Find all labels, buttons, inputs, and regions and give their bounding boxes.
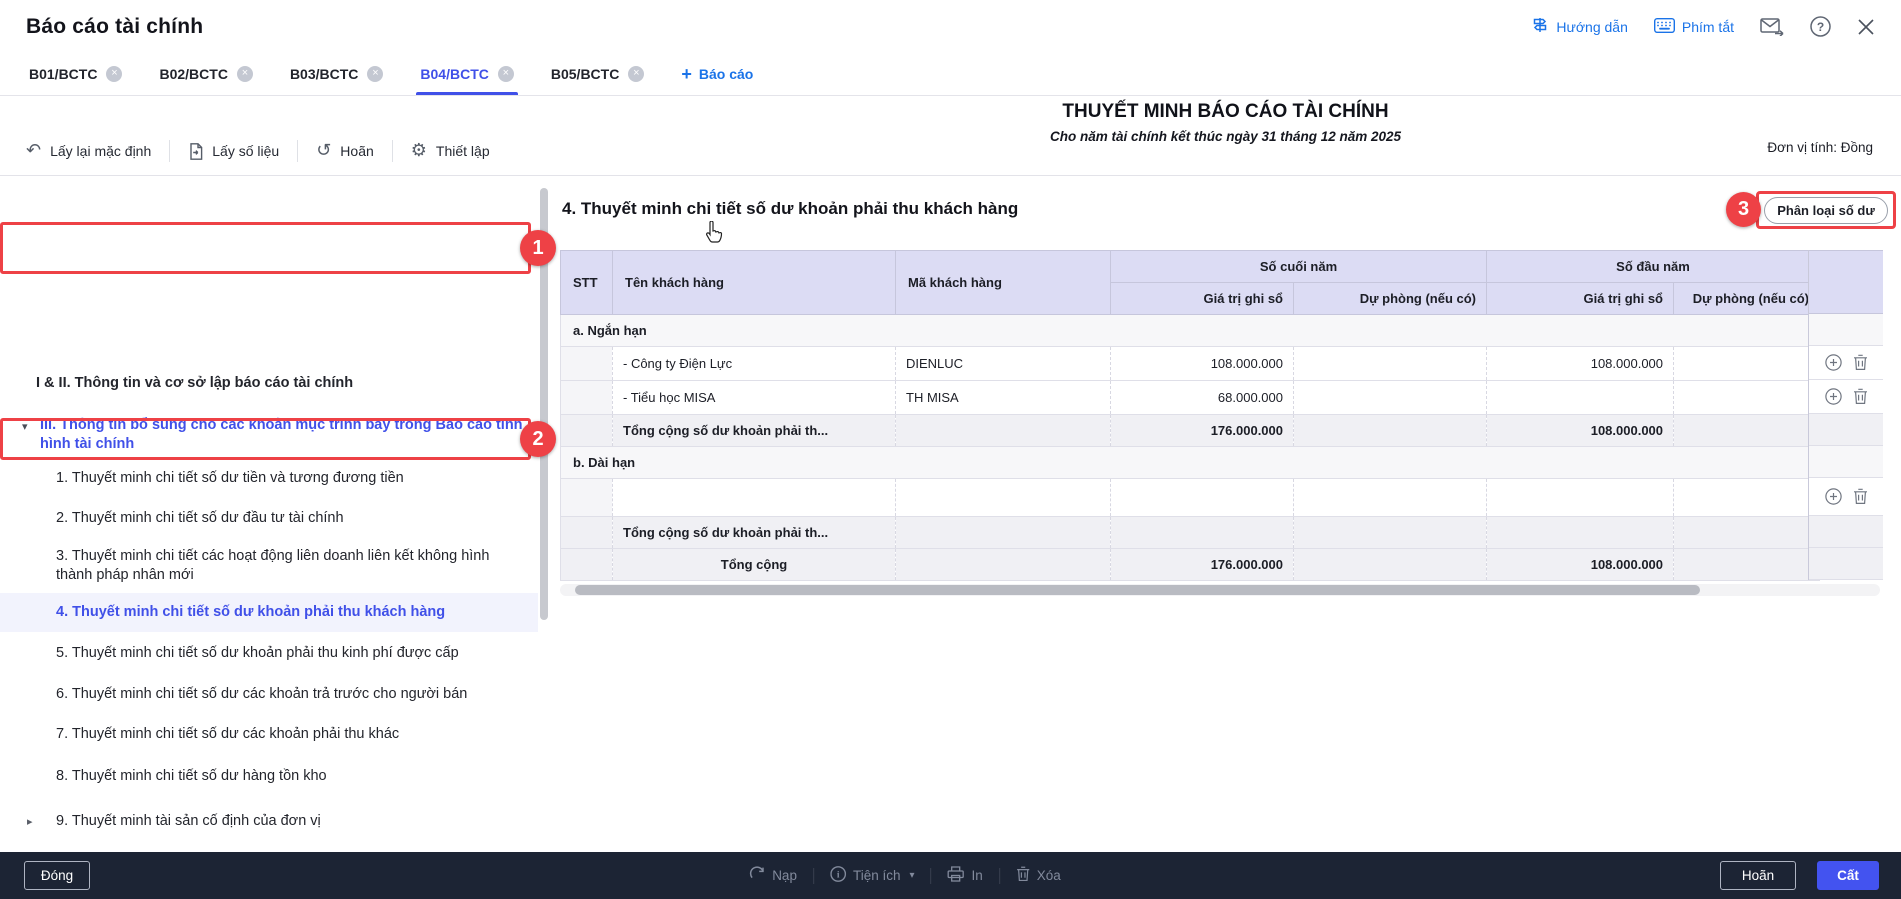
- sidebar-item-4-customer-receivables[interactable]: 4. Thuyết minh chi tiết số dư khoản phải thu khách hàng: [0, 593, 538, 632]
- classify-balance-annotation-box: [1756, 191, 1896, 229]
- mouse-cursor-icon: [702, 221, 724, 252]
- close-icon[interactable]: [1857, 18, 1875, 36]
- row-actions: [1809, 478, 1883, 516]
- grand-total-row: Tổng cộng 176.000.000 108.000.000: [561, 549, 1820, 581]
- undo-arrow-icon: ↶: [26, 140, 42, 161]
- sidebar-item-3-joint-ventures[interactable]: 3. Thuyết minh chi tiết các hoạt động liên doanh liên kết không hình thành pháp nhân mới: [56, 548, 490, 583]
- import-data-icon: [188, 143, 203, 160]
- reload-button[interactable]: Nạp: [749, 866, 797, 885]
- toolbar-band: [0, 96, 1901, 176]
- info-icon: [830, 866, 846, 885]
- col-header-end-book-value: Giá trị ghi sổ: [1111, 283, 1294, 315]
- feedback-mail-icon[interactable]: [1760, 18, 1784, 36]
- sidebar-item-9-fixed-assets[interactable]: ▸ 9. Thuyết minh tài sản cố định của đơn vị: [27, 813, 321, 829]
- keyboard-icon: [1654, 18, 1675, 36]
- topbar: [0, 0, 1901, 53]
- chevron-down-icon: ▾: [22, 420, 28, 433]
- col-header-begin-provision: Dự phòng (nếu có): [1674, 283, 1820, 315]
- col-group-end-of-year: Số cuối năm: [1111, 251, 1487, 283]
- divider: [297, 140, 298, 162]
- annotation-badge-2: 2: [520, 421, 556, 457]
- sidebar-item-7-other-receivables[interactable]: 7. Thuyết minh chi tiết số dư các khoản phải thu khác: [56, 726, 400, 742]
- note-section-title: 4. Thuyết minh chi tiết số dư khoản phải thu khách hàng: [562, 199, 1019, 218]
- group-row-short-term: a. Ngắn hạn: [561, 315, 1820, 347]
- divider: [169, 140, 170, 162]
- trash-icon: [1016, 866, 1030, 885]
- rotate-left-icon: ↺: [316, 140, 332, 161]
- cancel-button[interactable]: Hoãn: [1720, 861, 1796, 890]
- col-header-customer-code: Mã khách hàng: [896, 251, 1111, 315]
- tab-close-icon[interactable]: [628, 66, 644, 82]
- printer-icon: [948, 866, 965, 885]
- divider: [813, 868, 814, 884]
- row-actions-column: [1808, 250, 1883, 580]
- table-row-empty: [561, 479, 1820, 517]
- plus-icon: +: [681, 64, 692, 84]
- delete-row-icon[interactable]: [1853, 388, 1868, 405]
- utilities-menu-button[interactable]: i Tiện ích ▾: [830, 866, 915, 885]
- col-header-end-provision: Dự phòng (nếu có): [1294, 283, 1487, 315]
- save-button[interactable]: Cất: [1817, 861, 1879, 890]
- tab-b03-bctc[interactable]: B03/BCTC ×: [290, 53, 383, 95]
- undo-button[interactable]: ↺ Hoãn: [316, 140, 374, 161]
- subtotal-row-long-term: Tổng cộng số dư khoản phải th...: [561, 517, 1820, 549]
- row-actions: [1809, 346, 1883, 380]
- sidebar-item-8-inventory[interactable]: 8. Thuyết minh chi tiết số dư hàng tồn kho: [56, 768, 327, 784]
- receivables-table: [560, 250, 1819, 581]
- add-row-icon[interactable]: [1825, 388, 1842, 405]
- sidebar-item-section-iii[interactable]: ▾ III. Thông tin bổ sung cho các khoản mục trình bày trong Báo cáo tình hình tài chính: [22, 417, 523, 452]
- annotation-badge-1: 1: [520, 230, 556, 266]
- help-icon[interactable]: [1810, 16, 1831, 37]
- tab-close-icon[interactable]: [498, 66, 514, 82]
- note-detail-panel: [560, 177, 1901, 852]
- chevron-down-icon: ▾: [909, 870, 915, 881]
- col-group-beginning-of-year: Số đầu năm: [1487, 251, 1820, 283]
- chevron-right-icon: ▸: [27, 815, 33, 828]
- sidebar-item-info-basis[interactable]: I & II. Thông tin và cơ sở lập báo cáo tài chính: [36, 375, 354, 391]
- delete-row-icon[interactable]: [1853, 488, 1868, 505]
- footer-bar: [0, 852, 1901, 899]
- sidebar-item-6-supplier-prepayments[interactable]: 6. Thuyết minh chi tiết số dư các khoản trả trước cho người bán: [56, 686, 468, 702]
- table-row: - Công ty Điện Lực DIENLUC 108.000.000 108.000.000: [561, 347, 1820, 381]
- tab-close-icon[interactable]: [367, 66, 383, 82]
- tab-close-icon[interactable]: [106, 66, 122, 82]
- refresh-icon: [749, 866, 765, 885]
- print-button[interactable]: In: [948, 866, 983, 885]
- restore-default-button[interactable]: ↶ Lấy lại mặc định: [26, 140, 152, 161]
- divider: [999, 868, 1000, 884]
- sidebar-item-1-cash[interactable]: 1. Thuyết minh chi tiết số dư tiền và tương đương tiền: [56, 470, 404, 486]
- tab-b01-bctc[interactable]: B01/BCTC ×: [29, 53, 122, 95]
- page-title: Báo cáo tài chính: [26, 14, 204, 38]
- add-row-icon[interactable]: [1825, 354, 1842, 371]
- scrollbar-thumb[interactable]: [575, 585, 1700, 595]
- report-subtitle: Cho năm tài chính kết thúc ngày 31 tháng 12 năm 2025: [1049, 129, 1402, 144]
- table-row: - Tiểu học MISA TH MISA 68.000.000: [561, 381, 1820, 415]
- currency-unit-label: Đơn vị tính: Đồng: [1767, 140, 1873, 155]
- sidebar-item-5-funding-receivables[interactable]: 5. Thuyết minh chi tiết số dư khoản phải thu kinh phí được cấp: [56, 645, 459, 661]
- classify-balance-button[interactable]: Phân loại số dư: [1764, 197, 1888, 224]
- gear-icon: ⚙: [410, 140, 427, 161]
- actions-header-cell: [1809, 250, 1883, 314]
- add-report-tab-button[interactable]: + Báo cáo: [681, 64, 754, 84]
- add-row-icon[interactable]: [1825, 488, 1842, 505]
- delete-button[interactable]: Xóa: [1016, 866, 1061, 885]
- report-sections-sidebar: [0, 177, 538, 832]
- close-button[interactable]: Đóng: [24, 861, 90, 890]
- annotation-badge-3: 3: [1726, 192, 1761, 227]
- row-actions: [1809, 380, 1883, 414]
- report-title: THUYẾT MINH BÁO CÁO TÀI CHÍNH: [1062, 101, 1389, 122]
- col-header-begin-book-value: Giá trị ghi sổ: [1487, 283, 1674, 315]
- sidebar-item-2-investments[interactable]: 2. Thuyết minh chi tiết số dư đầu tư tài chính: [56, 510, 344, 526]
- tab-b04-bctc[interactable]: B04/BCTC ×: [420, 53, 513, 95]
- signpost-icon: [1531, 16, 1549, 37]
- divider: [392, 140, 393, 162]
- group-row-long-term: b. Dài hạn: [561, 447, 1820, 479]
- report-tabs: [0, 53, 1901, 96]
- guide-link[interactable]: Hướng dẫn: [1531, 16, 1627, 37]
- shortcuts-link[interactable]: Phím tắt: [1654, 18, 1734, 36]
- subtotal-row-short-term: Tổng cộng số dư khoản phải th... 176.000.000 108.000.000: [561, 415, 1820, 447]
- svg-text:?: ?: [1816, 20, 1825, 34]
- tab-close-icon[interactable]: [237, 66, 253, 82]
- get-data-button[interactable]: Lấy số liệu: [188, 143, 279, 160]
- table-horizontal-scrollbar: [560, 584, 1880, 596]
- settings-button[interactable]: ⚙ Thiết lập: [410, 140, 490, 161]
- delete-row-icon[interactable]: [1853, 354, 1868, 371]
- col-header-stt: STT: [561, 251, 613, 315]
- tab-b05-bctc[interactable]: B05/BCTC ×: [551, 53, 644, 95]
- divider: [931, 868, 932, 884]
- tab-b02-bctc[interactable]: B02/BCTC ×: [159, 53, 252, 95]
- col-header-customer-name: Tên khách hàng: [613, 251, 896, 315]
- svg-text:i: i: [836, 870, 840, 881]
